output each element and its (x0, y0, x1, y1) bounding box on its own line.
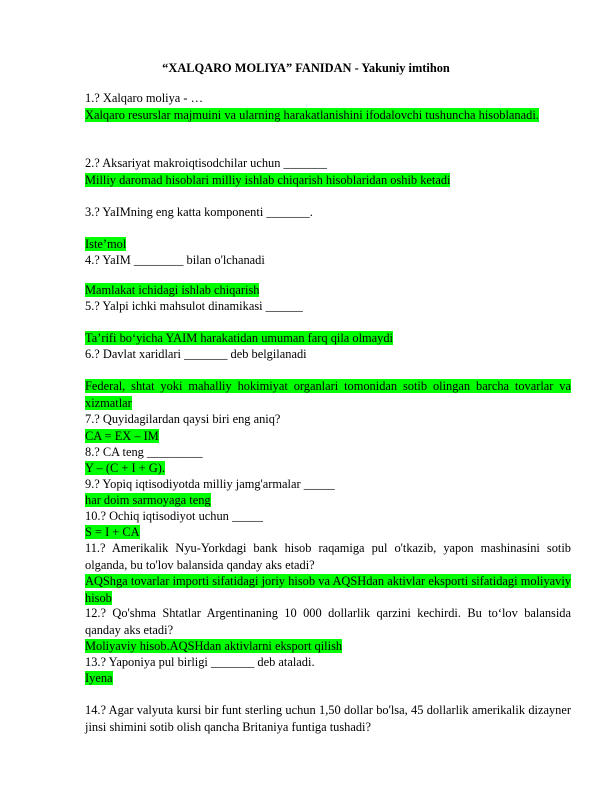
answer-1 (85, 107, 571, 124)
answer-1-text: Xalqaro resurslar majmuini va ularning harakatlanishini ifodalovchi tushuncha hisoblanadi. (85, 108, 539, 122)
question-9: 9.? Yopiq iqtisodiyotda milliy jamg'armalar _____ (85, 477, 335, 491)
answer-7 (85, 428, 571, 445)
answer-7-text: CA = EX – IM (85, 429, 159, 443)
question-3: 3.? YaIMning eng katta komponenti _______. (85, 205, 313, 219)
answer-3-text: Iste’mol (85, 237, 127, 251)
answer-8 (85, 460, 571, 477)
question-7: 7.? Quyidagilardan qaysi biri eng aniq? (85, 412, 281, 426)
answer-13 (85, 670, 571, 687)
answer-8-text: Y – (C + I + G). (85, 461, 165, 475)
answer-12-text: Moliyaviy hisob.AQSHdan aktivlarni eksport qilish (85, 639, 343, 653)
answer-9 (85, 492, 571, 509)
answer-6-text: Federal, shtat yoki mahalliy hokimiyat organlari tomonidan sotib olingan barcha tovarlar va xizmatlar (85, 379, 571, 410)
answer-4-text: Mamlakat ichidagi ishlab chiqarish (85, 283, 260, 297)
answer-2 (85, 172, 571, 189)
answer-12 (85, 638, 571, 655)
question-5: 5.? Yalpi ichki mahsulot dinamikasi ______ (85, 299, 303, 313)
answer-10 (85, 524, 571, 541)
answer-13-text: Iyena (85, 671, 113, 685)
answer-5 (85, 330, 571, 347)
question-4: 4.? YaIM ________ bilan o'lchanadi (85, 253, 265, 267)
question-1: 1.? Xalqaro moliya - … (85, 91, 204, 105)
page-title: “XALQARO MOLIYA” FANIDAN - Yakuniy imtihon (162, 61, 450, 75)
question-14: 14.? Agar valyuta kursi bir funt sterling uchun 1,50 dollar bo'lsa, 45 dollarlik amerikalik dizayner jinsi shimini sotib olish qancha Britaniya funtiga tushadi? (85, 703, 571, 734)
answer-2-text: Milliy daromad hisoblari milliy ishlab chiqarish hisoblaridan oshib ketadi (85, 173, 451, 187)
answer-9-text: har doim sarmoyaga teng (85, 493, 211, 507)
answer-6 (85, 378, 571, 412)
question-2: 2.? Aksariyat makroiqtisodchilar uchun _______ (85, 156, 327, 170)
question-10: 10.? Ochiq iqtisodiyot uchun _____ (85, 509, 263, 523)
answer-3 (85, 236, 571, 253)
question-11: 11.? Amerikalik Nyu-Yorkdagi bank hisob raqamiga pul o'tkazib, yapon mashinasini sotib olganda, bu to'lov balansida qanday aks etadi? (85, 541, 571, 572)
answer-4 (85, 282, 571, 299)
question-13: 13.? Yaponiya pul birligi _______ deb ataladi. (85, 655, 315, 669)
answer-11 (85, 573, 571, 607)
question-6: 6.? Davlat xaridlari _______ deb belgilanadi (85, 347, 307, 361)
answer-10-text: S = I + CA (85, 525, 140, 539)
answer-11-text: AQShga tovarlar importi sifatidagi joriy hisob va AQSHdan aktivlar eksporti sifatidagi moliyaviy hisob (85, 574, 571, 605)
answer-5-text: Ta’rifi bo‘yicha YAIM harakatidan umuman farq qila olmaydi (85, 331, 393, 345)
question-8: 8.? CA teng _________ (85, 445, 203, 459)
question-12: 12.? Qo'shma Shtatlar Argentinaning 10 000 dollarlik qarzini kechirdi. Bu to‘lov balansida qanday aks etadi? (85, 606, 571, 637)
